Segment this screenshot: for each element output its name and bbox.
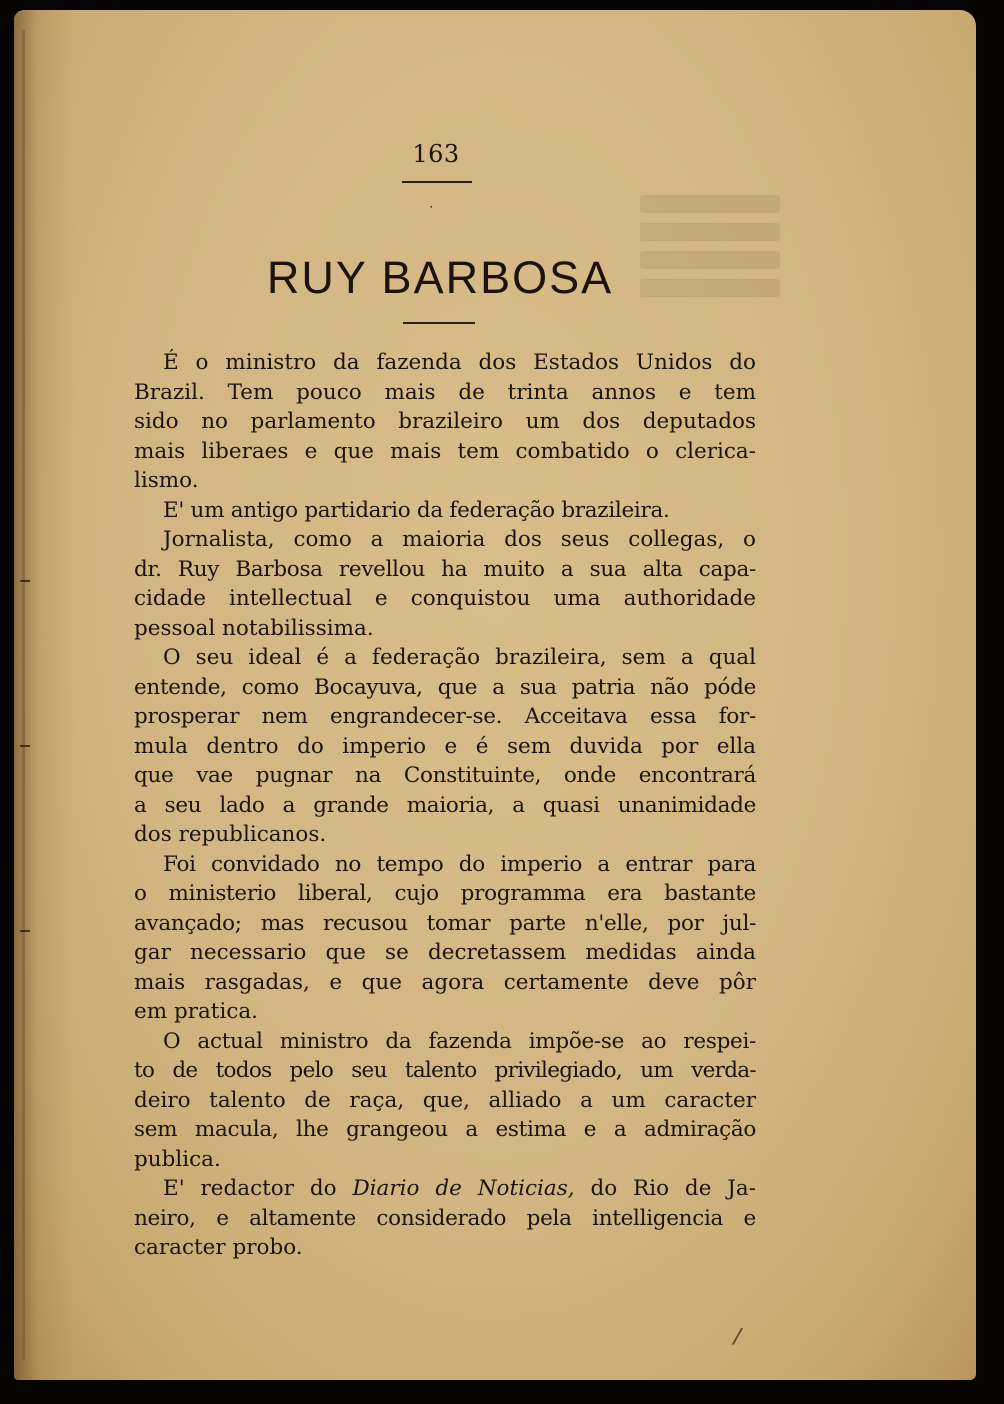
spine-edge [22,30,25,1360]
page-title: RUY BARBOSA [266,252,614,303]
article-body [134,348,756,1263]
newspaper-title: Diario de Noticias, [352,1176,575,1201]
text-line: to de todos pelo seu talento privilegiado, um verda- [134,1058,756,1083]
edge-nick [20,580,30,582]
text-line: gar necessario que se decretassem medidas ainda [134,940,756,965]
text-line: deiro talento de raça, que, alliado a um caracter [134,1087,756,1113]
text-line: em pratica. [134,999,259,1024]
text-line: entende, como Bocayuva, que a sua patria não póde [134,674,756,700]
text-line: mais liberaes e que mais tem combatido o clerica- [134,438,756,464]
text-line: sem macula, lhe grangeou a estima e a admiração [134,1117,756,1142]
text-line: dos republicanos. [134,822,327,847]
text-line: mais rasgadas, e que agora certamente deve pôr [134,969,756,995]
text-line: mula dentro do imperio e é sem duvida por ella [134,733,756,759]
text-run: E' redactor do [163,1176,353,1201]
text-line: o ministerio liberal, cujo programma era bastante [134,881,756,906]
edge-nick [20,930,30,932]
text-line-with-italic [134,1174,756,1204]
text-line: E' um antigo partidario da federação brazileira. [163,497,670,523]
text-line: pessoal notabilissima. [134,615,374,641]
text-line: dr. Ruy Barbosa revellou ha muito a sua alta capa- [134,556,756,582]
text-line: neiro, e altamente considerado pela intelligencia e [134,1205,756,1231]
title-rule [403,322,475,324]
text-line: Foi convidado no tempo do imperio a entrar para [163,851,756,877]
text-line: a seu lado a grande maioria, a quasi unanimidade [134,792,756,818]
text-run: do Rio de Ja- [574,1176,757,1201]
text-line: O seu ideal é a federação brazileira, sem a qual [163,645,756,670]
text-line: avançado; mas recusou tomar parte n'elle, por jul- [134,910,756,936]
text-line: Brazil. Tem pouco mais de trinta annos e tem [134,379,756,405]
text-line: lismo. [134,468,199,493]
text-line: sido no parlamento brazileiro um dos deputados [134,409,756,434]
text-line: prosperar nem engrandecer-se. Acceitava essa for- [134,704,756,729]
edge-nick [20,745,30,747]
page-number: 163 [412,140,460,168]
text-line: É o ministro da fazenda dos Estados Unidos do [163,350,756,375]
text-line: publica. [134,1146,221,1172]
text-line: cidade intellectual e conquistou uma authoridade [134,586,756,611]
text-line: Jornalista, como a maioria dos seus collegas, o [163,527,756,552]
page-number-rule [402,181,472,183]
text-line: que vae pugnar na Constituinte, onde encontrará [134,763,756,788]
pencil-mark: / [731,1323,744,1350]
text-line: O actual ministro da fazenda impõe-se ao respei- [163,1028,756,1054]
text-line: caracter probo. [134,1235,303,1260]
ink-speck: ․ [425,196,435,211]
